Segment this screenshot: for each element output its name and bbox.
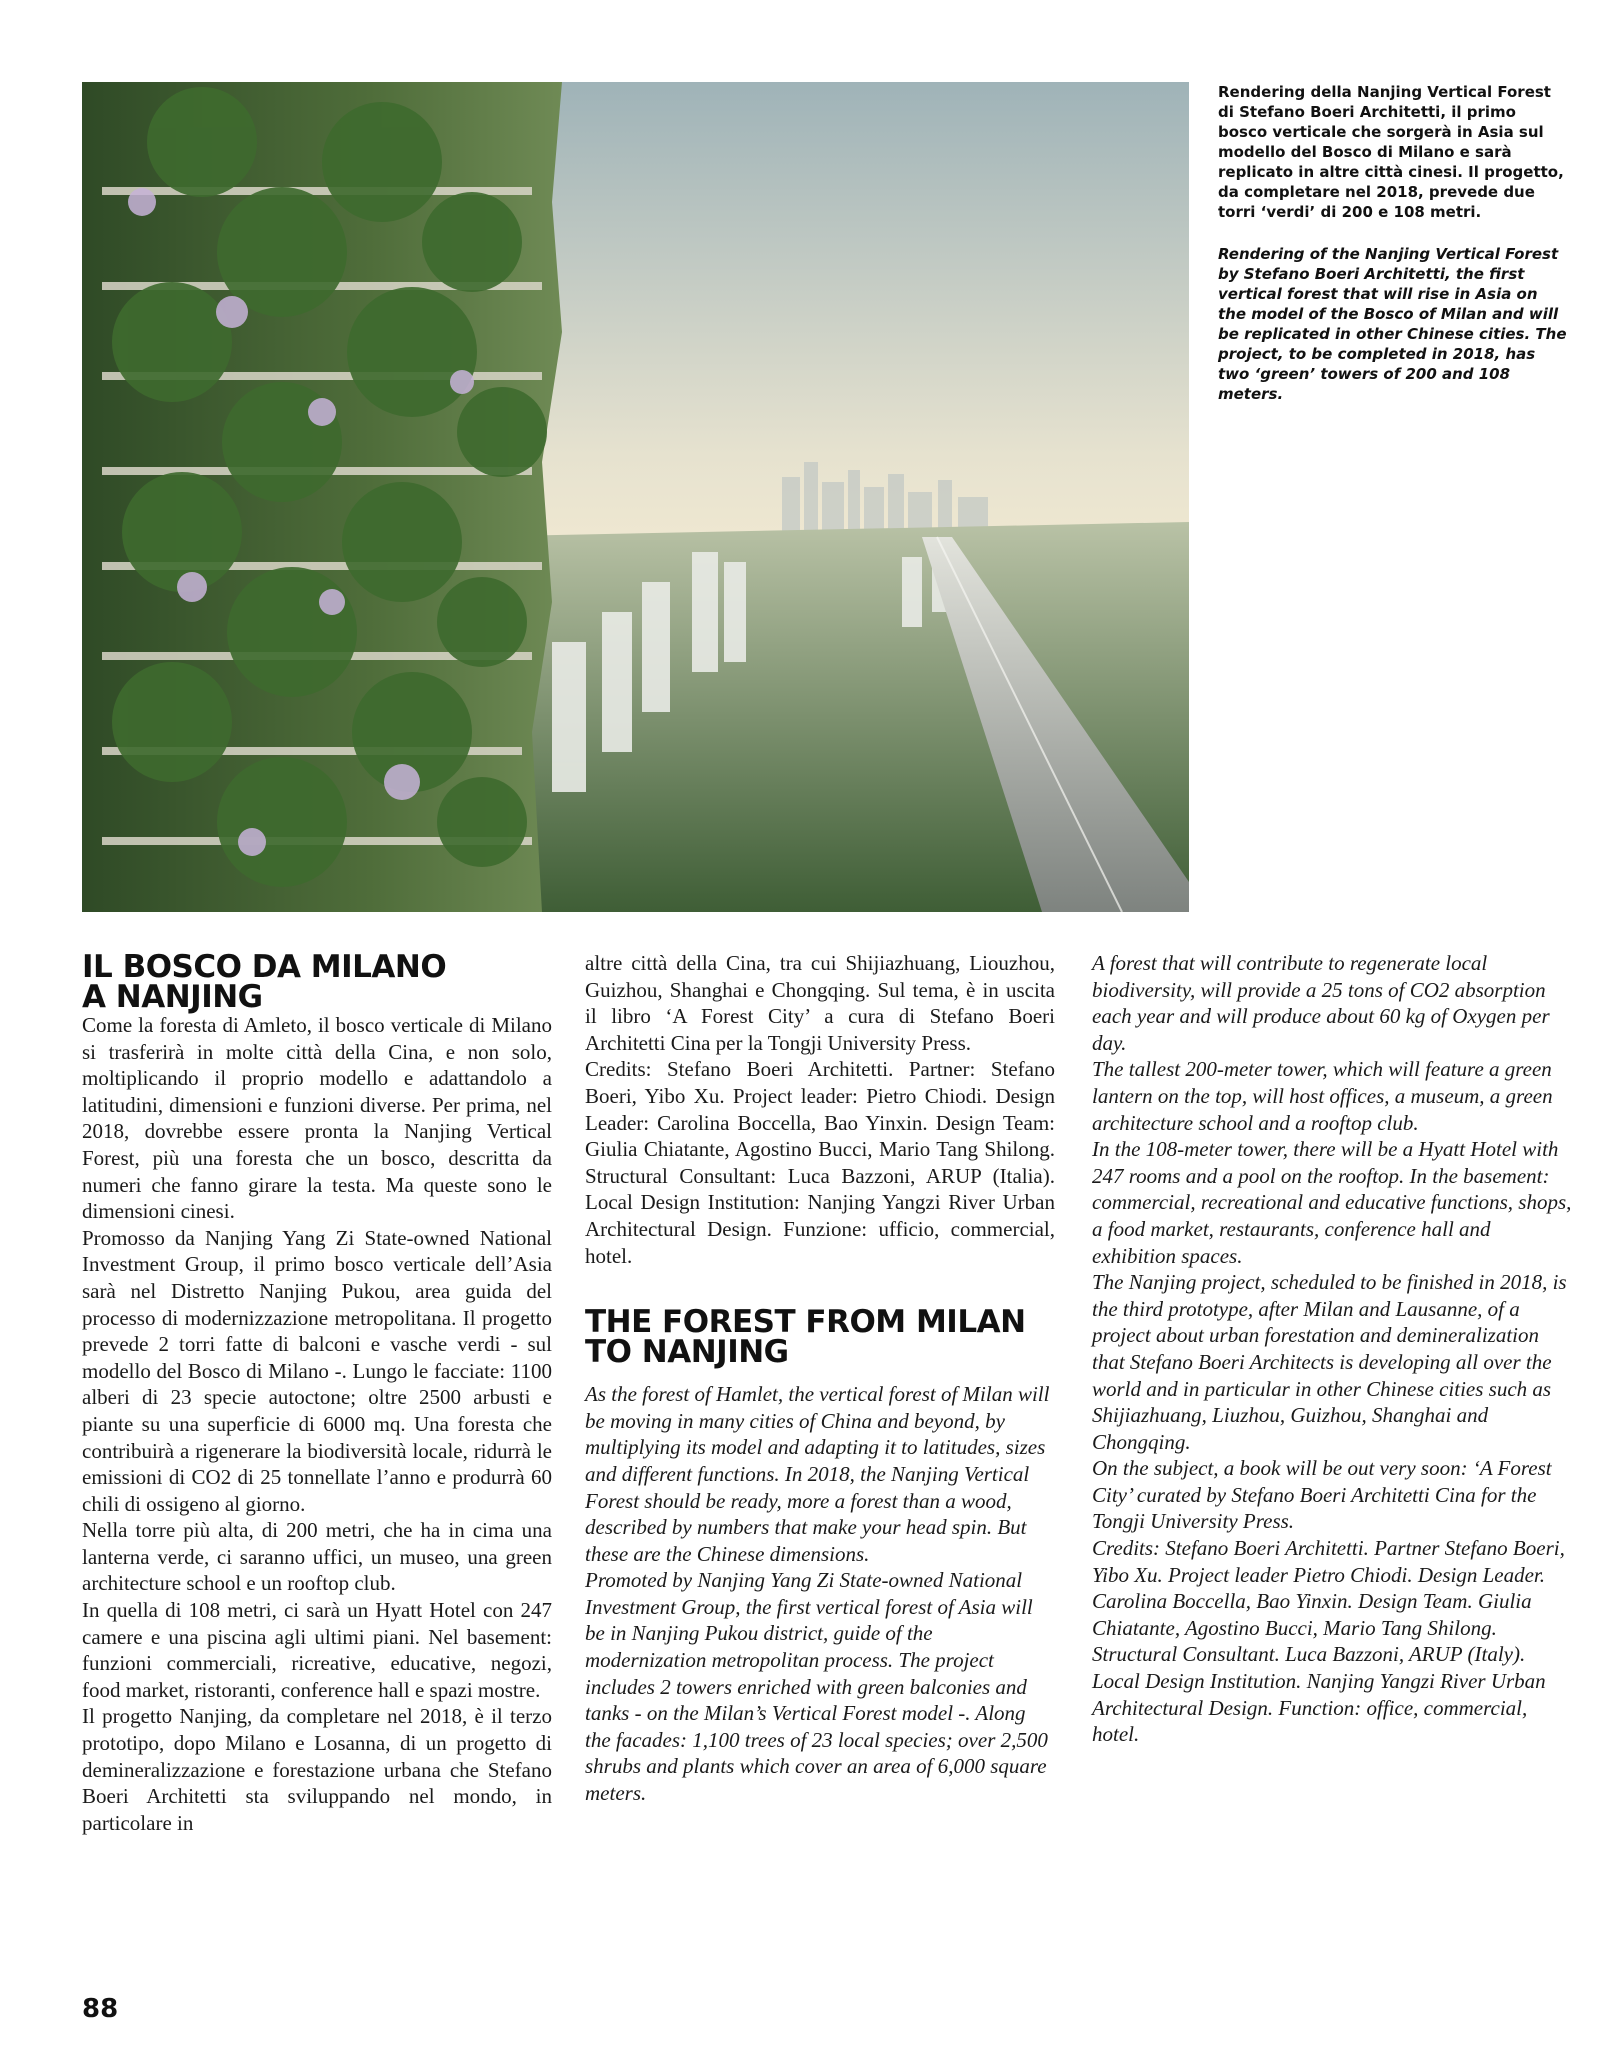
paragraph: Credits: Stefano Boeri Architetti. Partner: Stefano Boeri, Yibo Xu. Project leader: Pietro Chiodi. Design Leader: Carolina Boccella, Bao Yinxin. Design Team: Giulia Chiatante, Agostino Bucci, Mario Tang Shilong. Structural Consultant: Luca Bazzoni, ARUP (Italia). Local Design Institution: Nanjing Yangzi River Urban Architectural Design. Funzione: ufficio, commercial, hotel. <box>585 1057 1055 1268</box>
paragraph: Promoted by Nanjing Yang Zi State-owned National Investment Group, the first vertical forest of Asia will be in Nanjing Pukou district, guide of the modernization metropolitan process. The project includes 2 towers enriched with green balconies and tanks - on the Milan’s Vertical Forest model -. Along the facades: 1,100 trees of 23 local species; over 2,500 shrubs and plants which cover an area of 6,000 square meters. <box>585 1568 1048 1806</box>
article-italian-column-1 <box>82 950 552 1836</box>
paragraph: In the 108-meter tower, there will be a Hyatt Hotel with 247 rooms and a pool on the rooftop. In the basement: commercial, recreational and educative functions, shops, a food market, restaurants, conference hall and exhibition spaces. <box>1092 1137 1572 1268</box>
title-line-2: TO NANJING <box>585 1334 789 1371</box>
article-english-column-3 <box>1092 950 1572 1748</box>
article-title-italian <box>82 949 552 1015</box>
paragraph: The Nanjing project, scheduled to be finished in 2018, is the third prototype, after Milan and Lausanne, of a project about urban forestation and demineralization that Stefano Boeri Architects is developing all over the world and in particular in other Chinese cities such as Shijiazhuang, Liuzhou, Guizhou, Shanghai and Chongqing. <box>1092 1270 1567 1454</box>
article-column-2 <box>585 950 1055 1807</box>
rendering-photo <box>82 82 1189 912</box>
paragraph: Credits: Stefano Boeri Architetti. Partner Stefano Boeri, Yibo Xu. Project leader Pietro Chiodi. Design Leader. Carolina Boccella, Bao Yinxin. Design Team. Giulia Chiatante, Agostino Bucci, Mario Tang Shilong. Structural Consultant. Luca Bazzoni, ARUP (Italy). Local Design Institution. Nanjing Yangzi River Urban Architectural Design. Function: office, commercial, hotel. <box>1092 1536 1565 1747</box>
article-title-english <box>585 1304 1055 1371</box>
paragraph: In quella di 108 metri, ci sarà un Hyatt Hotel con 247 camere e una piscina agli ultimi piani. Nel basement: funzioni commerciali, ricreative, educative, negozi, food market, ristoranti, conference hall e spazi mostre. <box>82 1598 552 1702</box>
caption-italian: Rendering della Nanjing Vertical Forest di Stefano Boeri Architetti, il primo bosco verticale che sorgerà in Asia sul modello del Bosco di Milano e sarà replicato in altre città cinesi. Il progetto, da completare nel 2018, prevede due torri ‘verdi’ di 200 e 108 metri. <box>1218 83 1564 221</box>
title-line-1: IL BOSCO DA MILANO <box>82 949 447 985</box>
english-text <box>585 1381 1055 1807</box>
paragraph: A forest that will contribute to regenerate local biodiversity, will provide a 25 tons of CO2 absorption each year and will produce about 60 kg of Oxygen per day. <box>1092 951 1550 1055</box>
paragraph: Come la foresta di Amleto, il bosco verticale di Milano si trasferirà in molte città della Cina, e non solo, moltiplicando il proprio modello e adattandolo a latitudini, dimensioni e funzioni diverse. Per prima, nel 2018, dovrebbe essere pronta la Nanjing Vertical Forest, più una foresta che un bosco, descritta da numeri che fanno girare la testa. Ma queste sono le dimensioni cinesi. <box>82 1013 552 1224</box>
title-line-1: THE FOREST FROM MILAN <box>585 1304 1026 1341</box>
paragraph: Promosso da Nanjing Yang Zi State-owned National Investment Group, il primo bosco verticale dell’Asia sarà nel Distretto Nanjing Pukou, area guida del processo di modernizzazione metropolitana. Il progetto prevede 2 torri fatte di balconi e vasche verdi - sul modello del Bosco di Milano -. Lungo le facciate: 1100 alberi di 23 specie autoctone; oltre 2500 arbusti e piante su una superficie di 6000 mq. Una foresta che contribuirà a rigenerare la biodiversità locale, ridurrà le emissioni di CO2 di 25 tonnellate l’anno e produrrà 60 chili di ossigeno al giorno. <box>82 1225 552 1516</box>
page-number: 88 <box>82 1994 119 2024</box>
paragraph: The tallest 200-meter tower, which will feature a green lantern on the top, will host offices, a museum, a green architecture school and a rooftop club. <box>1092 1057 1553 1135</box>
paragraph: On the subject, a book will be out very soon: ‘A Forest City’ curated by Stefano Boeri Architetti Cina for the Tongji University Press. <box>1092 1456 1552 1534</box>
title-line-2: A NANJING <box>82 979 263 1015</box>
vertical-forest-image <box>82 82 1189 912</box>
paragraph: Il progetto Nanjing, da completare nel 2018, è il terzo prototipo, dopo Milano e Losanna, di un progetto di demineralizzazione e forestazione urbana che Stefano Boeri Architetti sta sviluppando nel mondo, in particolare in <box>82 1704 552 1835</box>
paragraph: altre città della Cina, tra cui Shijiazhuang, Liouzhou, Guizhou, Shanghai e Chongqing. Sul tema, è in uscita il libro ‘A Forest City’ a cura di Stefano Boeri Architetti Cina per la Tongji University Press. <box>585 951 1055 1055</box>
paragraph: As the forest of Hamlet, the vertical forest of Milan will be moving in many cities of China and beyond, by multiplying its model and adapting it to latitudes, sizes and different functions. In 2018, the Nanjing Vertical Forest should be ready, more a forest than a wood, described by numbers that make your head spin. But these are the Chinese dimensions. <box>585 1382 1050 1566</box>
photo-caption <box>1218 82 1568 426</box>
caption-english: Rendering of the Nanjing Vertical Forest by Stefano Boeri Architetti, the first vertical forest that will rise in Asia on the model of the Bosco of Milan and will be replicated in other Chinese cities. The project, to be completed in 2018, has two ‘green’ towers of 200 and 108 meters. <box>1218 245 1567 403</box>
paragraph: Nella torre più alta, di 200 metri, che ha in cima una lanterna verde, ci saranno uffici, un museo, una green architecture school e un rooftop club. <box>82 1518 552 1596</box>
